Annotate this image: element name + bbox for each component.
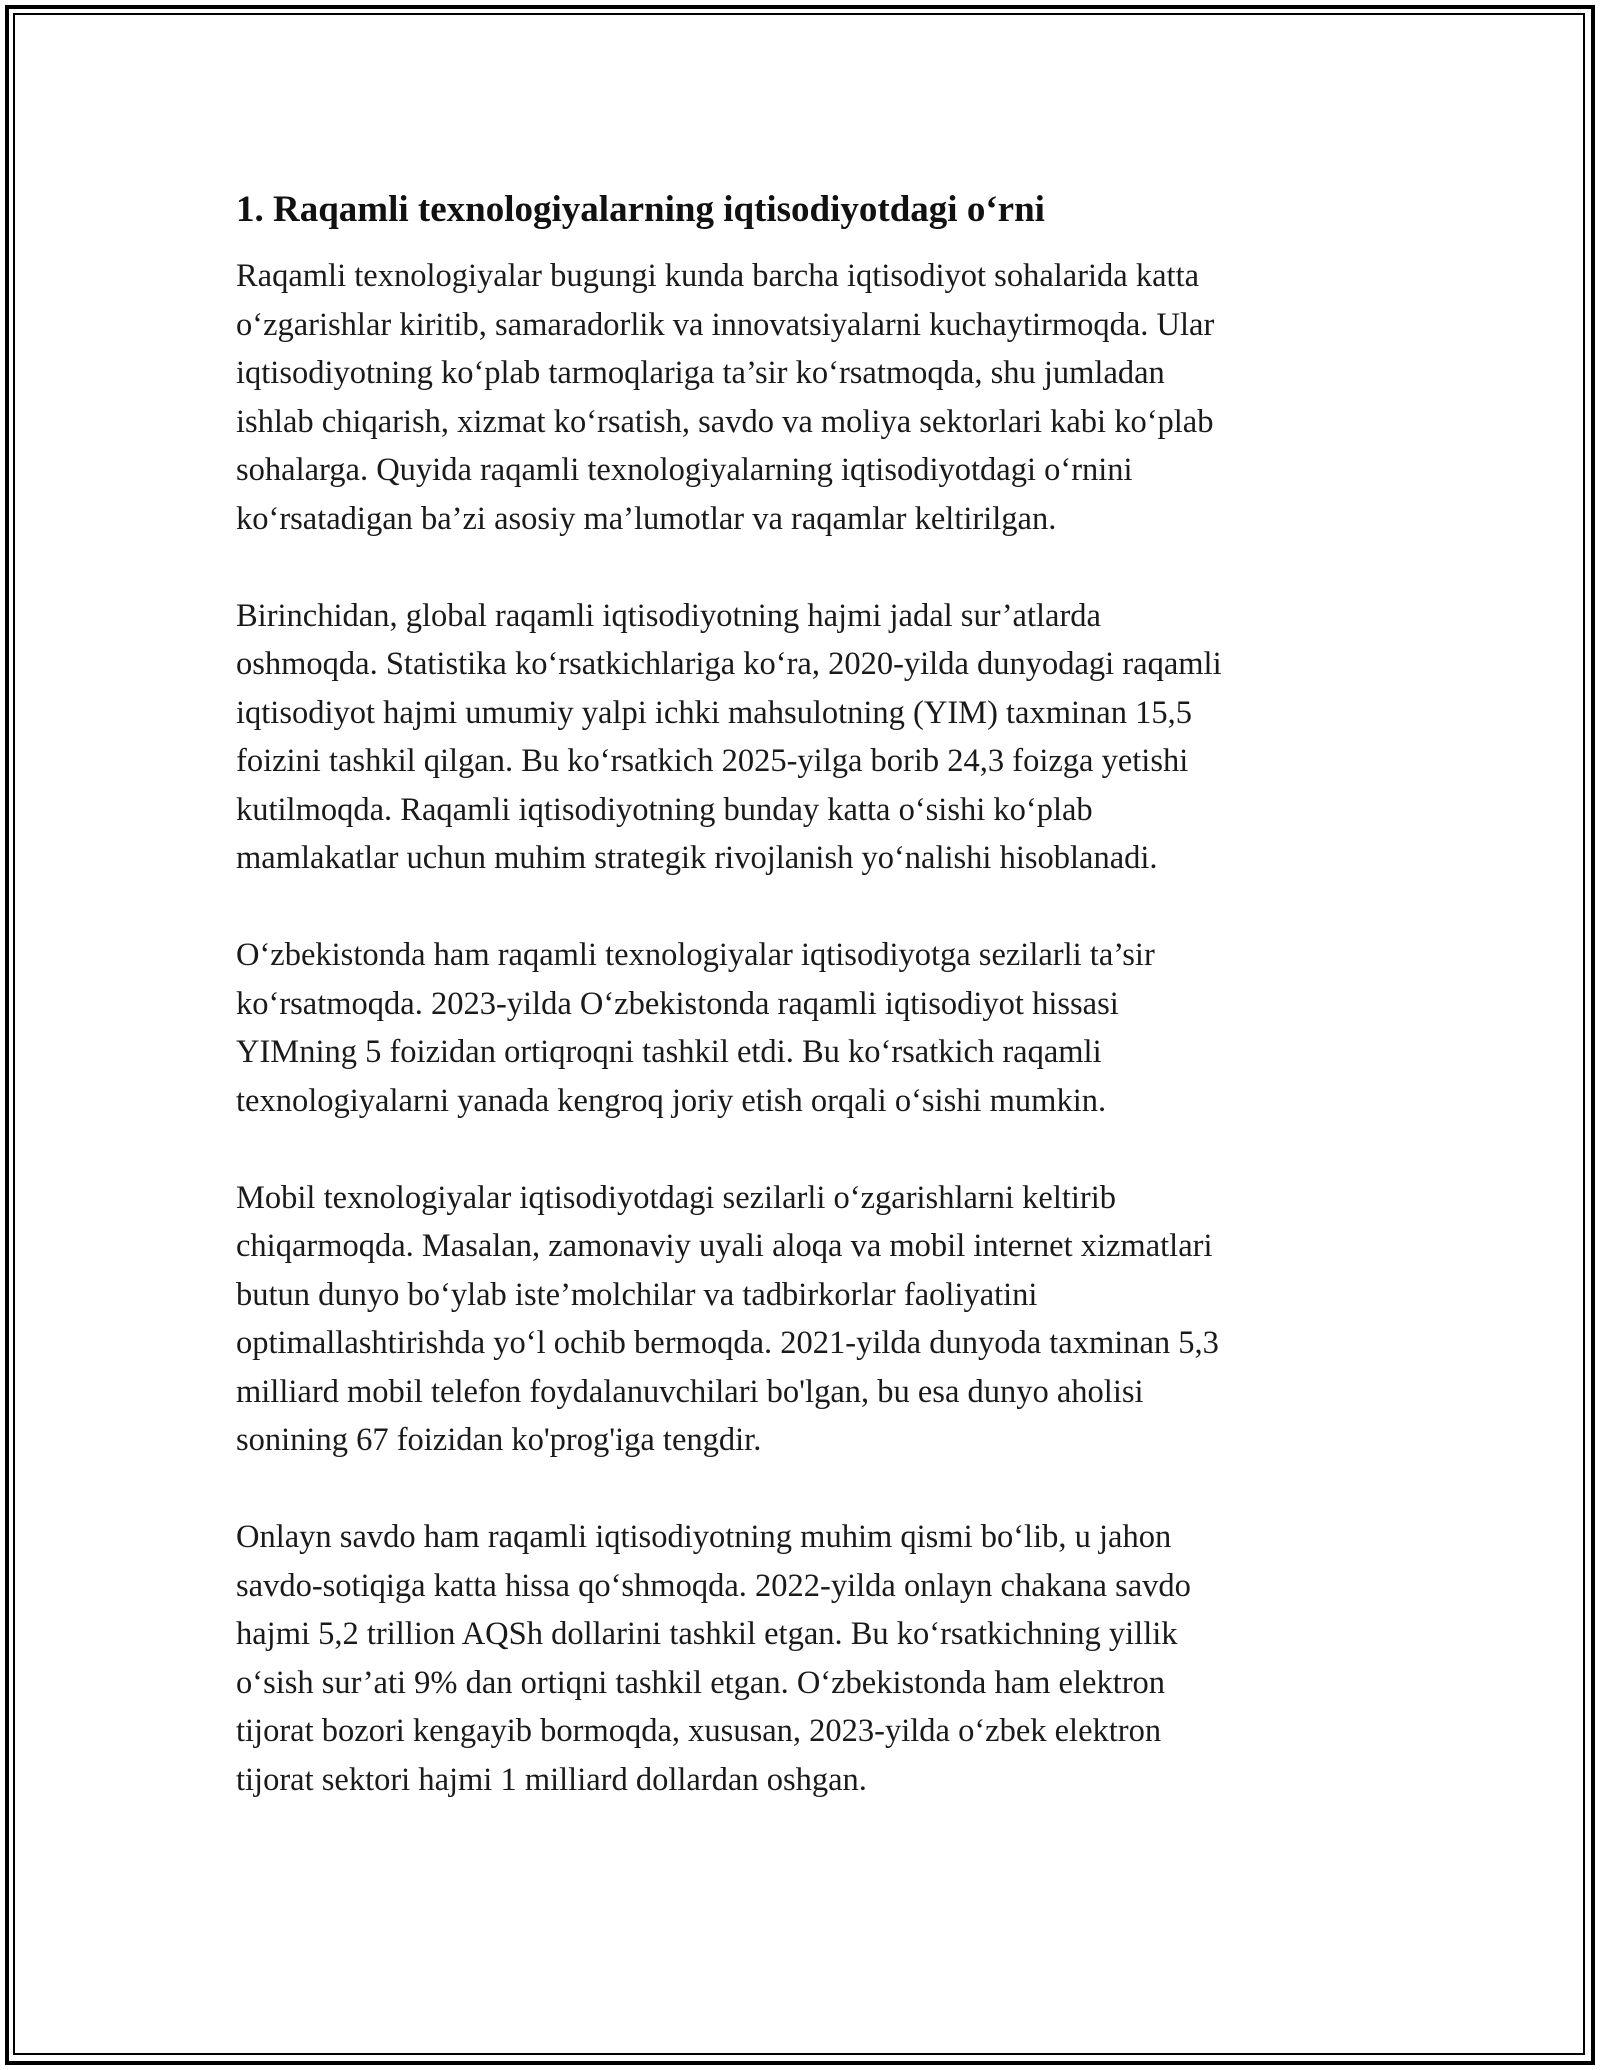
- paragraph-line: tijorat sektori hajmi 1 milliard dollardan oshgan.: [236, 1761, 867, 1798]
- paragraph-line: savdo-sotiqiga katta hissa qo‘shmoqda. 2022-yilda onlayn chakana savdo: [236, 1567, 1191, 1604]
- paragraph-line: kutilmoqda. Raqamli iqtisodiyotning bunday katta o‘sishi ko‘plab: [236, 791, 1093, 828]
- paragraph-line: oshmoqda. Statistika ko‘rsatkichlariga ko‘ra, 2020-yilda dunyodagi raqamli: [236, 646, 1222, 682]
- paragraph-line: Birinchidan, global raqamli iqtisodiyotning hajmi jadal sur’atlarda: [236, 597, 1101, 634]
- document-body: [236, 186, 1366, 1853]
- paragraph: [236, 252, 1366, 543]
- paragraph-line: texnologiyalarni yanada kengroq joriy etish orqali o‘sishi mumkin.: [236, 1082, 1107, 1119]
- paragraph-line: sonining 67 foizidan ko'prog'iga tengdir.: [236, 1422, 762, 1458]
- paragraph: [236, 1513, 1366, 1804]
- paragraph-line: milliard mobil telefon foydalanuvchilari bo'lgan, bu esa dunyo aholisi: [236, 1373, 1144, 1410]
- paragraph: [236, 931, 1366, 1125]
- paragraph-line: Raqamli texnologiyalar bugungi kunda barcha iqtisodiyot sohalarida katta: [236, 258, 1200, 294]
- paragraph-line: o‘sish sur’ati 9% dan ortiqni tashkil etgan. O‘zbekistonda ham elektron: [236, 1664, 1166, 1701]
- section-heading: 1. Raqamli texnologiyalarning iqtisodiyotdagi o‘rni: [236, 189, 1045, 230]
- paragraph-list: [236, 252, 1366, 1804]
- paragraph-line: YIMning 5 foizidan ortiqroqni tashkil etdi. Bu ko‘rsatkich raqamli: [236, 1034, 1102, 1070]
- paragraph-line: O‘zbekistonda ham raqamli texnologiyalar iqtisodiyotga sezilarli ta’sir: [236, 937, 1155, 973]
- paragraph-line: sohalarga. Quyida raqamli texnologiyalarning iqtisodiyotdagi o‘rnini: [236, 452, 1133, 488]
- paragraph-line: chiqarmoqda. Masalan, zamonaviy uyali aloqa va mobil internet xizmatlari: [236, 1228, 1213, 1264]
- paragraph-line: ko‘rsatadigan ba’zi asosiy ma’lumotlar va raqamlar keltirilgan.: [236, 500, 1057, 537]
- paragraph-line: foizini tashkil qilgan. Bu ko‘rsatkich 2025-yilga borib 24,3 foizga yetishi: [236, 743, 1189, 779]
- paragraph-line: tijorat bozori kengayib bormoqda, xususan, 2023-yilda o‘zbek elektron: [236, 1713, 1162, 1749]
- paragraph-line: optimallashtirishda yo‘l ochib bermoqda. 2021-yilda dunyoda taxminan 5,3: [236, 1325, 1219, 1361]
- paragraph-line: butun dunyo bo‘ylab iste’molchilar va tadbirkorlar faoliyatini: [236, 1276, 1038, 1313]
- paragraph-line: iqtisodiyotning ko‘plab tarmoqlariga ta’sir ko‘rsatmoqda, shu jumladan: [236, 355, 1165, 391]
- paragraph: [236, 1174, 1366, 1465]
- paragraph-line: hajmi 5,2 trillion AQSh dollarini tashkil etgan. Bu ko‘rsatkichning yillik: [236, 1616, 1178, 1652]
- paragraph-line: ishlab chiqarish, xizmat ko‘rsatish, savdo va moliya sektorlari kabi ko‘plab: [236, 403, 1214, 440]
- paragraph-line: o‘zgarishlar kiritib, samaradorlik va innovatsiyalarni kuchaytirmoqda. Ular: [236, 306, 1215, 343]
- paragraph-line: Mobil texnologiyalar iqtisodiyotdagi sezilarli o‘zgarishlarni keltirib: [236, 1179, 1117, 1216]
- paragraph-line: iqtisodiyot hajmi umumiy yalpi ichki mahsulotning (YIM) taxminan 15,5: [236, 694, 1192, 731]
- paragraph-line: ko‘rsatmoqda. 2023-yilda O‘zbekistonda raqamli iqtisodiyot hissasi: [236, 985, 1119, 1022]
- paragraph: [236, 592, 1366, 883]
- paragraph-line: mamlakatlar uchun muhim strategik rivojlanish yo‘nalishi hisoblanadi.: [236, 840, 1158, 876]
- paragraph-line: Onlayn savdo ham raqamli iqtisodiyotning muhim qismi bo‘lib, u jahon: [236, 1519, 1172, 1555]
